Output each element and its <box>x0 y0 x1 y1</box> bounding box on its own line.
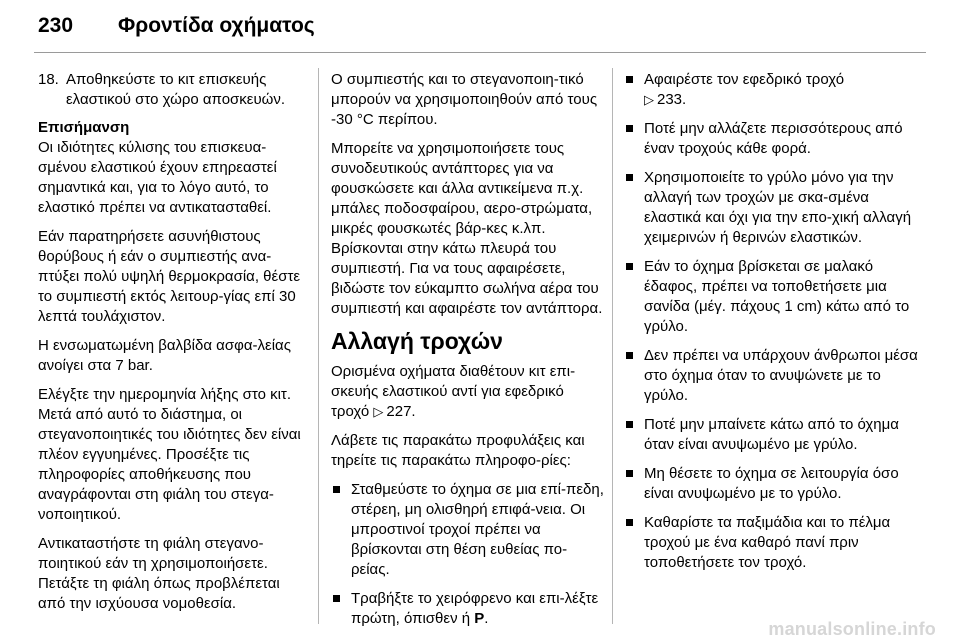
bullet-square-icon <box>626 519 633 526</box>
bullet-square-icon <box>626 421 633 428</box>
bullet-square-icon <box>626 352 633 359</box>
list-item: Καθαρίστε τα παξιμάδια και το πέλμα τροχού με ένα καθαρό πανί πριν τοποθετήσετε τον τροχό. <box>624 513 924 573</box>
list-item: Μη θέσετε το όχημα σε λειτουργία όσο είναι ανυψωμένο με το γρύλο. <box>624 464 924 504</box>
bullet-square-icon <box>626 174 633 181</box>
page-reference[interactable]: 227. <box>386 403 416 420</box>
note-title: Επισήμανση <box>38 119 130 136</box>
step-18 <box>38 70 310 110</box>
column-divider <box>318 68 319 624</box>
paragraph: Ελέγξτε την ημερομηνία λήξης στο κιτ. Μετά από αυτό το διάστημα, οι στεγανοποιητικές του ιδιότητες δεν είναι πλέον εγγυημένες. Προσέξτε τις πληροφορίες αποθήκευσης που αναγράφονται στη φιάλη του στεγα-νοποιητικού. <box>38 386 301 523</box>
paragraph: Ορισμένα οχήματα διαθέτουν κιτ επι-σκευής ελαστικού αντί για εφεδρικό τροχό ▷ 227. <box>331 363 576 420</box>
precautions-list <box>331 480 605 629</box>
paragraph: Μπορείτε να χρησιμοποιήσετε τους συνοδευτικούς αντάπτορες για να φουσκώσετε και άλλα αντικείμενα π.χ. μπάλες ποδοσφαίρου, αερο-στρώματα, μικρές φουσκωτές βάρ-κες κ.λπ. Βρίσκονται στην κάτω πλευρά του συμπιεστή. Για να τους αφαιρέσετε, βιδώστε τον εύκαμπτο σωλήνα αέρα του συμπιεστή και αφαιρέστε τον αντάπτορα. <box>331 140 603 317</box>
paragraph: Η ενσωματωμένη βαλβίδα ασφα-λείας ανοίγει στα 7 bar. <box>38 337 291 374</box>
list-item: Χρησιμοποιείτε το γρύλο μόνο για την αλλαγή των τροχών με σκα-σμένα ελαστικά και όχι για την επο-χική αλλαγή χειμερινών ή θερινών ελαστικών. <box>624 168 924 248</box>
page-title: Φροντίδα οχήματος <box>118 14 315 37</box>
page-reference-icon: ▷ <box>644 92 654 107</box>
paragraph: Ο συμπιεστής και το στεγανοποιη-τικό μπορούν να χρησιμοποιηθούν από τους -30 °C περίπου. <box>331 71 598 128</box>
list-item: Ποτέ μην αλλάζετε περισσότερους από έναν τροχούς κάθε φορά. <box>624 119 924 159</box>
bullet-square-icon <box>626 125 633 132</box>
column-right <box>624 70 924 582</box>
list-item: Δεν πρέπει να υπάρχουν άνθρωποι μέσα στο όχημα όταν το ανυψώνετε με το γρύλο. <box>624 346 924 406</box>
header-divider <box>34 52 926 53</box>
list-item: Τραβήξτε το χειρόφρενο και επι-λέξτε πρώτη, όπισθεν ή P. <box>331 589 605 629</box>
note-text: Οι ιδιότητες κύλισης του επισκευα-σμένου ελαστικού έχουν επηρεαστεί σημαντικά και, για το λόγο αυτό, το ελαστικό πρέπει να αντικατασταθεί. <box>38 139 277 216</box>
bullet-square-icon <box>626 470 633 477</box>
paragraph: Λάβετε τις παρακάτω προφυλάξεις και τηρείτε τις παρακάτω πληροφο-ρίες: <box>331 432 585 469</box>
page-header <box>0 0 960 52</box>
column-left <box>38 70 310 623</box>
list-item: Ποτέ μην μπαίνετε κάτω από το όχημα όταν είναι ανυψωμένο με γρύλο. <box>624 415 924 455</box>
wheel-change-list <box>624 70 924 573</box>
page-reference[interactable]: 233. <box>657 91 687 108</box>
note <box>38 118 310 218</box>
bullet-square-icon <box>333 595 340 602</box>
list-item: Εάν το όχημα βρίσκεται σε μαλακό έδαφος, πρέπει να τοποθετήσετε μια σανίδα (μέγ. πάχους 1 cm) κάτω από το γρύλο. <box>624 257 924 337</box>
list-item: Αφαιρέστε τον εφεδρικό τροχό ▷ 233. <box>624 70 924 110</box>
step-number: 18. <box>38 71 59 88</box>
column-middle <box>331 70 605 638</box>
bullet-square-icon <box>626 263 633 270</box>
gear-p-label: P <box>474 610 485 627</box>
page-number: 230 <box>38 14 74 37</box>
section-heading: Αλλαγή τροχών <box>331 328 503 354</box>
column-divider <box>612 68 613 624</box>
list-item: Σταθμεύστε το όχημα σε μια επί-πεδη, στέρεη, μη ολισθηρή επιφά-νεια. Οι μπροστινοί τροχοί πρέπει να βρίσκονται στη θέση ευθείας πο-ρείας. <box>331 480 605 580</box>
paragraph: Εάν παρατηρήσετε ασυνήθιστους θορύβους ή εάν ο συμπιεστής ανα-πτύξει πολύ υψηλή θερμοκρασία, θέστε το συμπιεστή εκτός λειτουρ-γίας επί 30 λεπτά τουλάχιστον. <box>38 228 301 325</box>
watermark: manualsonline.info <box>768 619 936 639</box>
step-text: Αποθηκεύστε το κιτ επισκευής ελαστικού στο χώρο αποσκευών. <box>66 71 286 108</box>
page-reference-icon: ▷ <box>373 404 384 419</box>
bullet-square-icon <box>626 76 633 83</box>
bullet-square-icon <box>333 486 340 493</box>
paragraph: Αντικαταστήστε τη φιάλη στεγανο-ποιητικού εάν τη χρησιμοποιήσετε. Πετάξτε τη φιάλη όπως προβλέπεται από την ισχύουσα νομοθεσία. <box>38 535 280 612</box>
